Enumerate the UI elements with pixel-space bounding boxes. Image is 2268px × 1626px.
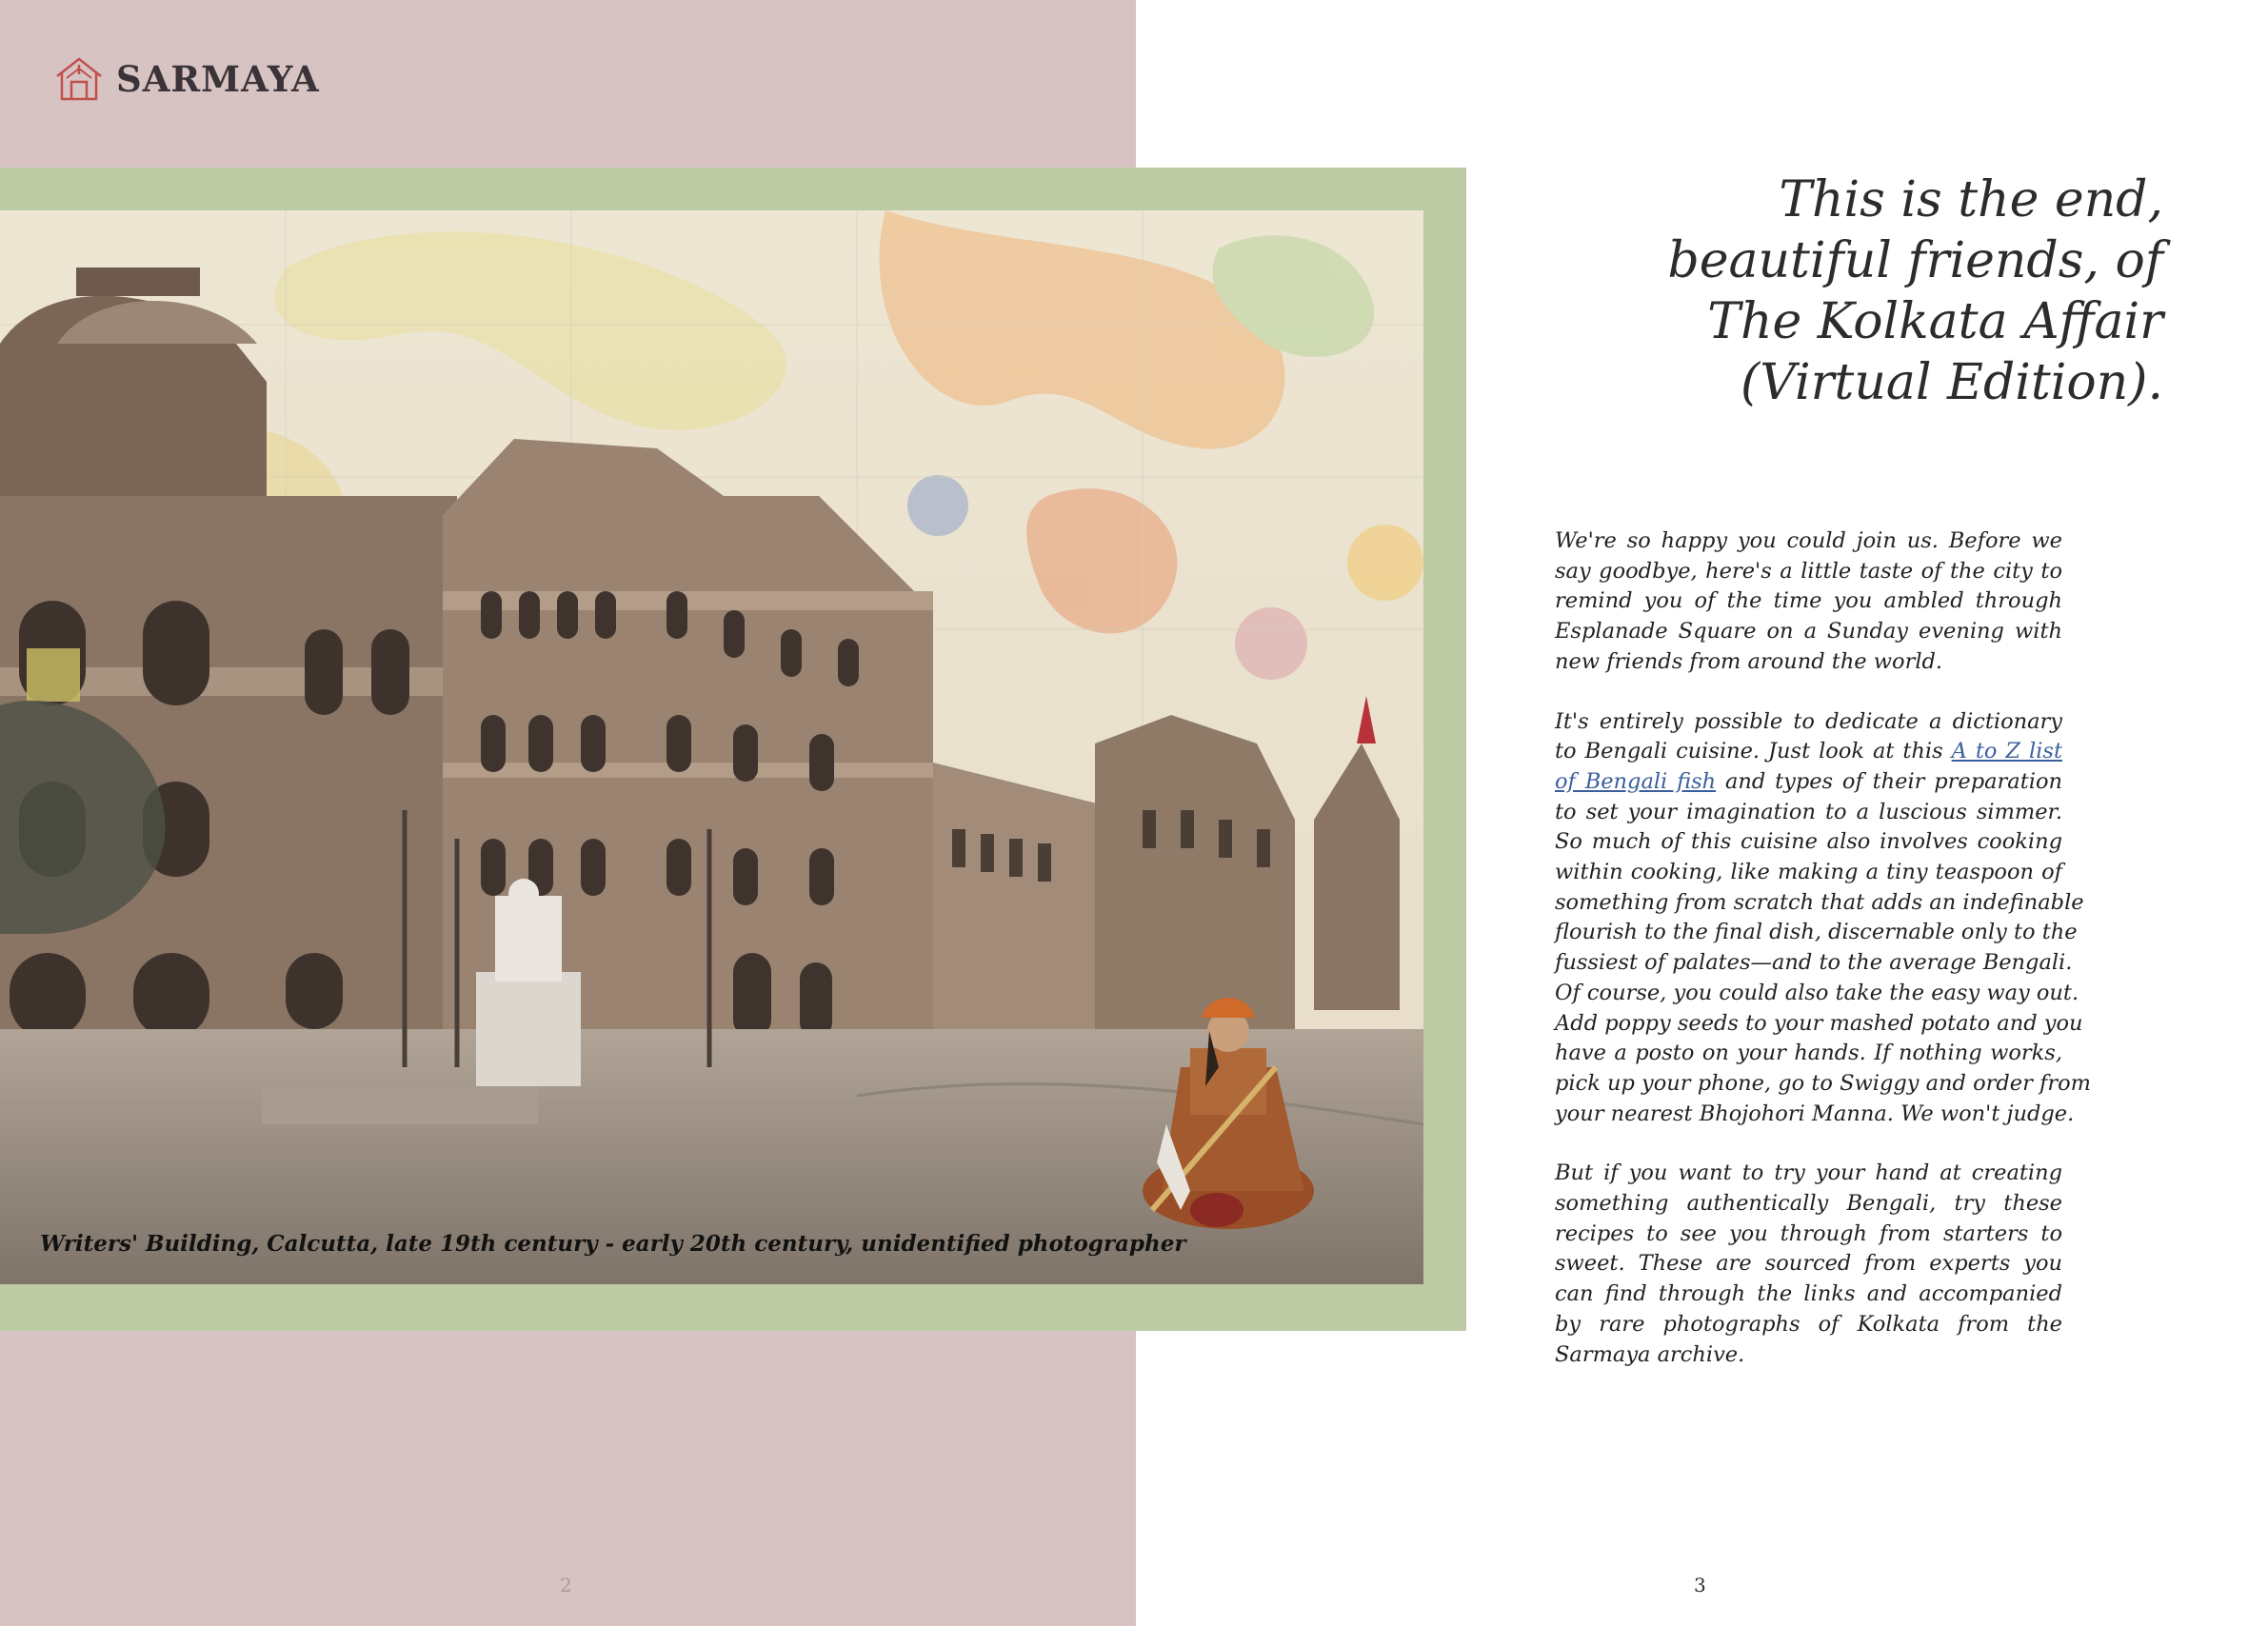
text-line: new friends from around the world. [1555,648,1943,674]
text-line: within cooking, like making a tiny teaspoon of [1555,860,2062,885]
page-number-left: 2 [560,1574,572,1596]
text-line: We're so happy you could join us. Before we [1555,528,2062,553]
body-text [1555,526,2091,1399]
headline-line: The Kolkata Affair [1707,293,2163,350]
text-line: say goodbye, here's a little taste of the city to [1555,558,2062,584]
photo-caption: Writers' Building, Calcutta, late 19th century - early 20th century, unidentified photographer [40,1231,1186,1257]
text-line: Sarmaya archive. [1555,1341,1745,1367]
text-line: Add poppy seeds to your mashed potato and you [1555,1010,2083,1036]
text-line: by rare photographs of Kolkata from the [1555,1311,2062,1337]
text-segment: to Bengali cuisine. Just look at this [1555,739,1952,764]
bengali-fish-link-continued[interactable]: of Bengali fish [1555,768,1717,794]
text-line: It's entirely possible to dedicate a dictionary [1555,708,2062,734]
page-number-right: 3 [1694,1574,1706,1596]
headline-line: beautiful friends, of [1667,232,2163,289]
text-line [1555,767,2062,798]
text-line: have a posto on your hands. If nothing works, [1555,1041,2062,1066]
text-line: recipes to see you through from starters to [1555,1220,2062,1246]
page-headline [1573,169,2163,413]
text-line [1555,737,2062,767]
text-segment: and types of their preparation [1716,768,2062,794]
text-line: can find through the links and accompanied [1555,1281,2062,1307]
text-line: Of course, you could also take the easy way out. [1555,980,2079,1005]
headline-line: This is the end, [1779,171,2163,228]
text-line: pick up your phone, go to Swiggy and order from [1555,1070,2091,1096]
text-line: flourish to the final dish, discernable only to the [1555,920,2078,945]
text-line: to set your imagination to a luscious simmer. [1555,799,2062,824]
text-line: So much of this cuisine also involves cooking [1555,829,2062,855]
bengali-fish-link[interactable]: A to Z list [1951,739,2062,764]
house-outline-icon [53,55,105,103]
text-line: But if you want to try your hand at creating [1555,1160,2062,1186]
brand-name: SARMAYA [116,58,320,100]
paragraph-cuisine [1555,707,2091,1130]
text-line: something from scratch that adds an indefinable [1555,889,2084,915]
headline-line: (Virtual Edition). [1741,354,2163,411]
paragraph-recipes [1555,1159,2062,1370]
text-line: your nearest Bhojohori Manna. We won't judge. [1555,1101,2075,1126]
text-line: Esplanade Square on a Sunday evening with [1555,619,2062,644]
text-line: something authentically Bengali, try these [1555,1191,2062,1217]
paragraph-intro [1555,526,2062,678]
text-line: remind you of the time you ambled through [1555,588,2062,614]
historic-photograph [0,210,1423,1284]
brand-logo[interactable] [53,55,320,103]
text-line: fussiest of palates—and to the average Bengali. [1555,950,2073,976]
text-line: sweet. These are sourced from experts you [1555,1251,2062,1277]
